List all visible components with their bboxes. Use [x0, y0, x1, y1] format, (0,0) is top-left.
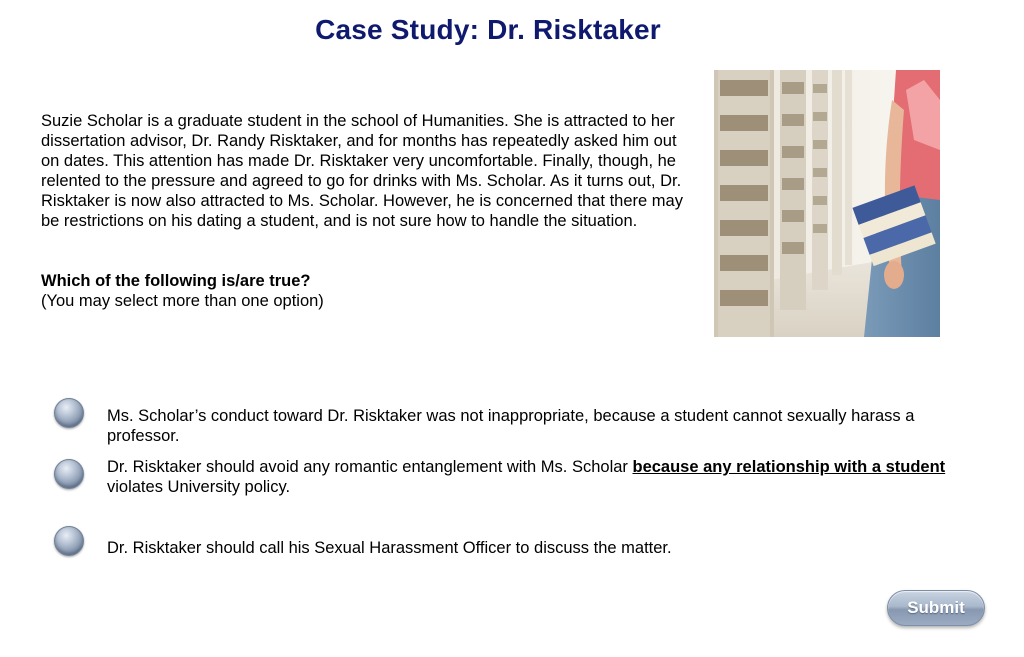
option-2-radio-button[interactable] — [54, 459, 84, 489]
option-2-text-after: violates University policy. — [107, 478, 291, 496]
option-2-text-before: Dr. Risktaker should avoid any romantic entanglement with Ms. Scholar — [107, 458, 633, 476]
option-3-label: Dr. Risktaker should call his Sexual Harassment Officer to discuss the matter. — [107, 539, 672, 557]
option-2-emphasis: because any relationship with a student — [632, 458, 946, 476]
option-1-label: Ms. Scholar’s conduct toward Dr. Risktaker was not inappropriate, because a student cannot sexually harass a professor. — [107, 407, 915, 445]
student-library-photo — [714, 70, 940, 337]
scenario-text: Suzie Scholar is a graduate student in the school of Humanities. She is attracted to her dissertation advisor, Dr. Randy Risktaker, and for months has repeatedly asked him out on dates. This attention has made Dr. Risktaker very uncomfortable. Finally, though, he relented to the pressure and agreed to go for drinks with Ms. Scholar. As it turns out, Dr. Risktaker is now also attracted to Ms. Scholar. However, he is concerned that there may be restrictions on his dating a student, and is not sure how to handle the situation. — [41, 112, 683, 230]
submit-button[interactable]: Submit — [887, 590, 985, 626]
question-block — [41, 271, 691, 311]
question-prompt: Which of the following is/are true? — [41, 272, 311, 290]
student-with-books-icon — [714, 70, 940, 337]
option-2-label — [107, 457, 947, 497]
option-3-radio-button[interactable] — [54, 526, 84, 556]
question-hint: (You may select more than one option) — [41, 292, 324, 310]
option-1-radio-button[interactable] — [54, 398, 84, 428]
page-title: Case Study: Dr. Risktaker — [315, 14, 661, 45]
